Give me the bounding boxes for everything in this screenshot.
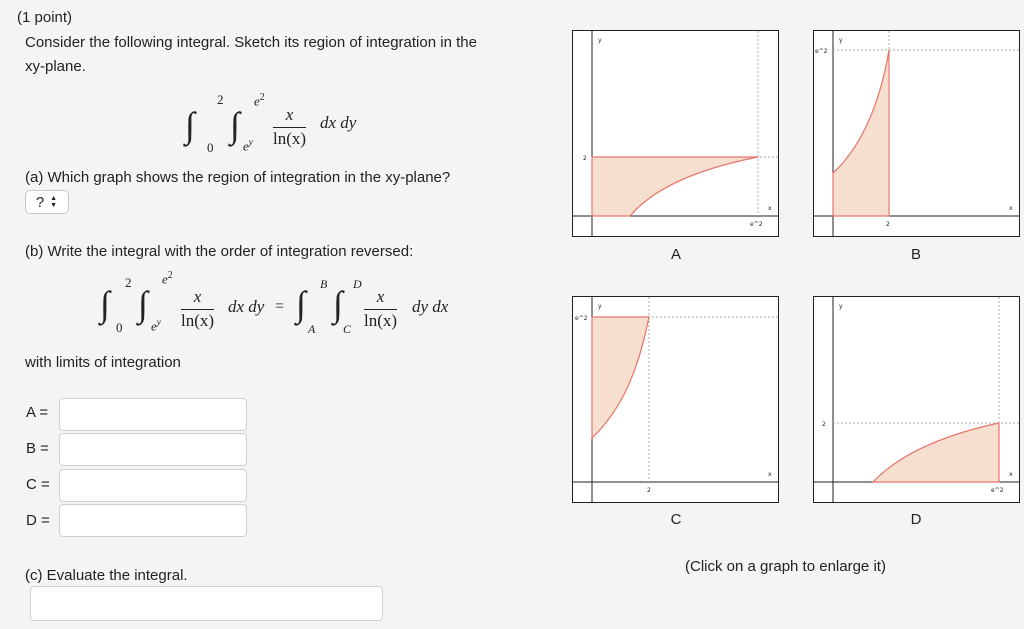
integrand: $\frac{x}{\ln(x)}$ xyxy=(181,287,215,330)
inner-upper-limit: $e^2$ xyxy=(162,270,173,287)
integral-sign-inner-rev: ∫ xyxy=(333,284,343,324)
x-tick-label: e^2 xyxy=(991,487,1004,494)
equals-sign: = xyxy=(275,298,285,315)
y-axis-label: y xyxy=(839,37,843,44)
integrand-rev: $\frac{x}{\ln(x)}$ xyxy=(364,287,398,330)
differentials: dx dy xyxy=(320,113,357,132)
enlarge-hint: (Click on a graph to enlarge it) xyxy=(685,558,886,575)
select-arrows-icon: ▲▼ xyxy=(50,195,58,209)
points-label: (1 point) xyxy=(17,9,73,26)
outer-lower-limit: 0 xyxy=(116,320,123,335)
x-tick-label: e^2 xyxy=(750,221,763,228)
y-tick-label: 2 xyxy=(822,421,826,428)
select-value: ? xyxy=(35,193,45,211)
x-axis-label: x xyxy=(768,471,772,478)
input-c[interactable] xyxy=(59,469,247,502)
outer-upper-limit: 2 xyxy=(125,275,132,290)
graph-c-label: C xyxy=(670,511,682,528)
graph-d-label: D xyxy=(910,511,922,528)
differentials: dx dy xyxy=(228,297,265,316)
evaluate-input[interactable] xyxy=(30,586,383,621)
inner-lower-limit: $e^y$ xyxy=(151,317,161,334)
limit-a: A xyxy=(308,322,316,336)
x-axis-label: x xyxy=(768,205,772,212)
integral-sign-inner: ∫ xyxy=(230,105,240,145)
graph-a[interactable] xyxy=(572,30,779,237)
question-text-line2: xy-plane. xyxy=(25,58,86,75)
limit-b: B xyxy=(320,277,328,291)
integral-sign-outer-rev: ∫ xyxy=(296,284,306,324)
input-b[interactable] xyxy=(59,433,247,466)
y-tick-label: e^2 xyxy=(575,315,588,322)
x-tick-label: 2 xyxy=(647,487,651,494)
graph-b-label: B xyxy=(910,246,921,263)
part-a-question: (a) Which graph shows the region of integration in the xy-plane? xyxy=(25,169,451,186)
graph-d[interactable] xyxy=(813,296,1020,503)
y-tick-label: 2 xyxy=(583,155,587,162)
integral-sign-inner: ∫ xyxy=(138,284,148,324)
graph-b[interactable] xyxy=(813,30,1020,237)
part-c-question: (c) Evaluate the integral. xyxy=(25,567,188,584)
integral-sign-outer: ∫ xyxy=(185,105,195,145)
y-axis-label: y xyxy=(839,303,843,310)
integrand: $\frac{x}{\ln(x)}$ xyxy=(273,105,307,148)
outer-upper-limit: 2 xyxy=(217,92,224,107)
limits-label: with limits of integration xyxy=(25,354,181,371)
differentials-rev: dy dx xyxy=(412,297,449,316)
y-tick-label: e^2 xyxy=(815,48,828,55)
limit-d: D xyxy=(353,277,362,291)
label-a: A = xyxy=(26,404,49,421)
limit-c: C xyxy=(343,322,352,336)
integral-sign-outer: ∫ xyxy=(100,284,110,324)
x-axis-label: x xyxy=(1009,471,1013,478)
input-a[interactable] xyxy=(59,398,247,431)
graph-choice-select[interactable] xyxy=(25,190,69,214)
outer-lower-limit: 0 xyxy=(207,140,214,155)
part-b-question: (b) Write the integral with the order of integration reversed: xyxy=(25,243,414,260)
x-tick-label: 2 xyxy=(886,221,890,228)
y-axis-label: y xyxy=(598,37,602,44)
inner-upper-limit: $e^2$ xyxy=(254,92,265,109)
inner-lower-limit: $e^y$ xyxy=(243,137,253,154)
graph-c[interactable] xyxy=(572,296,779,503)
y-axis-label: y xyxy=(598,303,602,310)
label-c: C = xyxy=(26,476,50,493)
x-axis-label: x xyxy=(1009,205,1013,212)
question-text-line1: Consider the following integral. Sketch its region of integration in the xyxy=(25,34,477,51)
input-d[interactable] xyxy=(59,504,247,537)
graph-a-label: A xyxy=(670,246,681,263)
label-b: B = xyxy=(26,440,49,457)
label-d: D = xyxy=(26,512,50,529)
